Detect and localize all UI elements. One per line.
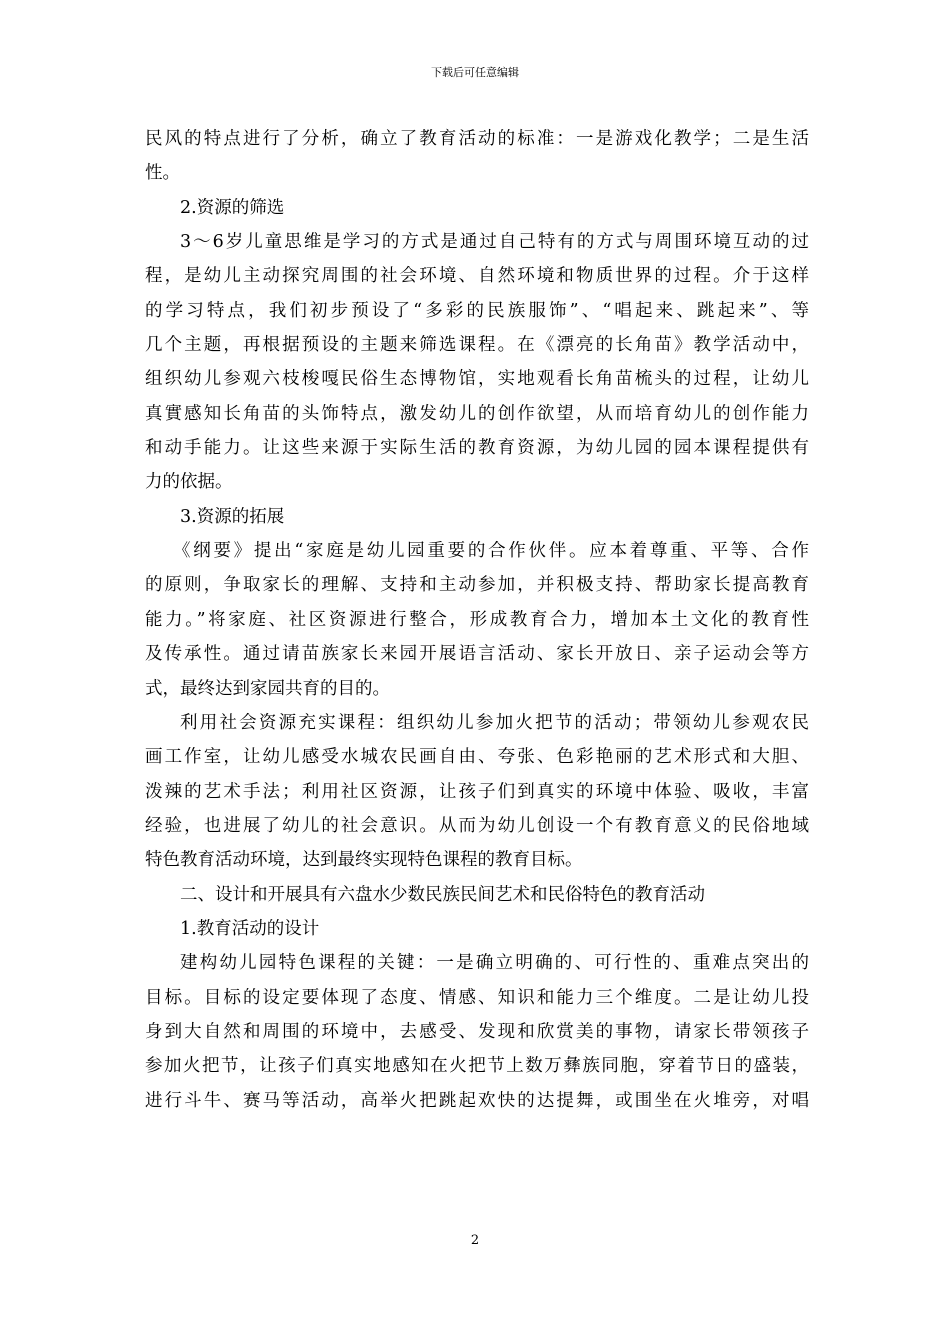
text-line: 利用社会资源充实课程：组织幼儿参加火把节的活动；带领幼儿参观农民 (180, 712, 809, 733)
section-heading: 3.资源的拓展 (180, 506, 285, 527)
text-line: 经验，也进展了幼儿的社会意识。从而为幼儿创设一个有教育意义的民俗地域 (145, 815, 809, 836)
text-line: 的原则，争取家长的理解、支持和主动参加，并积极支持、帮助家长提高教育 (145, 575, 809, 596)
text-line: 3～6岁儿童思维是学习的方式是通过自己特有的方式与周围环境互动的过 (180, 232, 809, 253)
text-line: 式，最终达到家园共育的目的。 (145, 678, 390, 699)
text-line: 民风的特点进行了分析，确立了教育活动的标准：一是游戏化教学；二是生活 (145, 129, 809, 149)
text-line: 真實感知长角苗的头饰特点，激发幼儿的创作欲望，从而培育幼儿的创作能力 (145, 403, 809, 424)
section-heading: 2.资源的筛选 (180, 197, 285, 218)
text-line: 泼辣的艺术手法；利用社区资源，让孩子们到真实的环境中体验、吸收，丰富 (145, 781, 809, 802)
text-line: 参加火把节，让孩子们真实地感知在火把节上数万彝族同胞，穿着节日的盛装， (145, 1056, 809, 1077)
text-line: 特色教育活动环境，达到最终实现特色课程的教育目标。 (145, 850, 583, 871)
text-line: 组织幼儿参观六枝梭嘎民俗生态博物馆，实地观看长角苗梳头的过程，让幼儿 (145, 369, 809, 390)
section-heading: 二、设计和开展具有六盘水少数民族民间艺术和民俗特色的教育活动 (180, 884, 705, 905)
text-line: 力的依据。 (145, 472, 233, 493)
body-text (145, 122, 809, 1118)
text-line: 程，是幼儿主动探究周围的社会环境、自然环境和物质世界的过程。介于这样 (145, 266, 809, 287)
text-line: 及传承性。通过请苗族家长来园开展语言活动、家长开放日、亲子运动会等方 (145, 644, 809, 665)
text-line: 性。 (145, 163, 180, 184)
text-line: 能力。”将家庭、社区资源进行整合，形成教育合力，增加本土文化的教育性 (145, 609, 809, 630)
text-line: 和动手能力。让这些来源于实际生活的教育资源，为幼儿园的园本课程提供有 (145, 438, 809, 459)
page-number: 2 (470, 1233, 480, 1248)
text-line: 《纲要》提出“家庭是幼儿园重要的合作伙伴。应本着尊重、平等、合作 (173, 541, 809, 562)
page-header: 下载后可任意编辑 (431, 66, 519, 79)
text-line: 的学习特点，我们初步预设了“多彩的民族服饰”、“唱起来、跳起来”、等 (145, 300, 809, 321)
text-line: 进行斗牛、赛马等活动，高举火把跳起欢快的达提舞，或围坐在火堆旁，对唱 (145, 1090, 809, 1111)
text-line: 建构幼儿园特色课程的关键：一是确立明确的、可行性的、重难点突出的 (180, 953, 809, 974)
text-line: 几个主题，再根据预设的主题来筛选课程。在《漂亮的长角苗》教学活动中， (145, 335, 809, 356)
section-heading: 1.教育活动的设计 (180, 918, 320, 939)
text-line: 画工作室，让幼儿感受水城农民画自由、夸张、色彩艳丽的艺术形式和大胆、 (145, 747, 809, 768)
text-line: 目标。目标的设定要体现了态度、情感、知识和能力三个维度。二是让幼儿投 (145, 987, 809, 1008)
text-line: 身到大自然和周围的环境中，去感受、发现和欣赏美的事物，请家长带领孩子 (145, 1021, 809, 1042)
